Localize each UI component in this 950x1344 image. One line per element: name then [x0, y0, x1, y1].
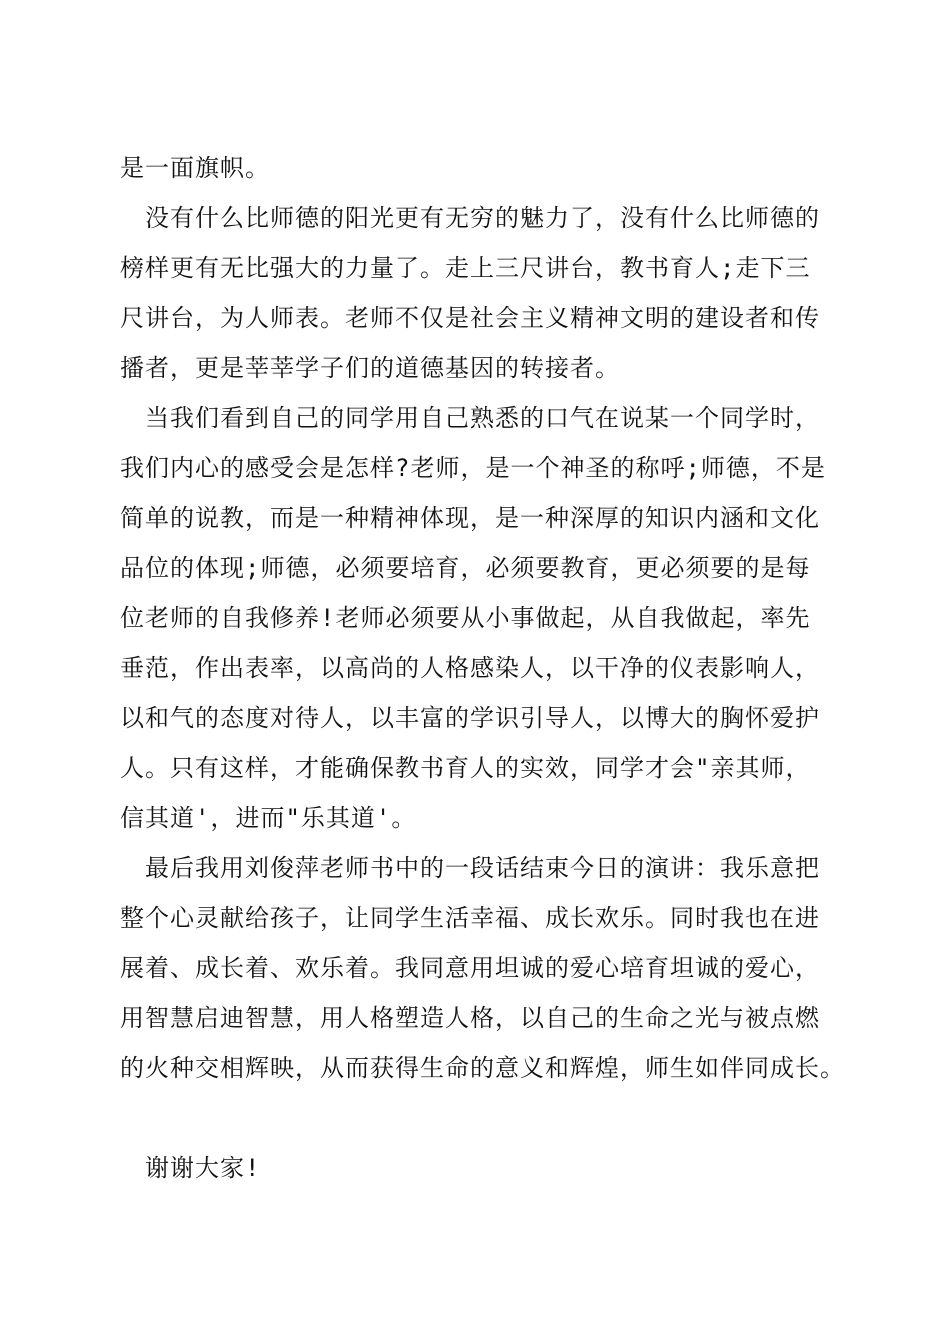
text-line: 当我们看到自己的同学用自己熟悉的口气在说某一个同学时，	[120, 404, 820, 432]
text-line: 播者，更是莘莘学子们的道德基因的转接者。	[120, 354, 620, 382]
text-line: 人。只有这样，才能确保教书育人的实效，同学才会"亲其师，	[120, 754, 811, 782]
closing-line: 谢谢大家!	[120, 1154, 261, 1182]
text-line: 我们内心的感受会是怎样?老师，是一个神圣的称呼;师德，不是	[120, 454, 826, 482]
text-line: 整个心灵献给孩子，让同学生活幸福、成长欢乐。同时我也在进	[120, 904, 820, 932]
text-line: 位老师的自我修养!老师必须要从小事做起，从自我做起，率先	[120, 604, 811, 632]
text-line: 以和气的态度对待人，以丰富的学识引导人，以博大的胸怀爱护	[120, 704, 820, 732]
text-line: 榜样更有无比强大的力量了。走上三尺讲台，教书育人;走下三	[120, 254, 811, 282]
text-line: 尺讲台，为人师表。老师不仅是社会主义精神文明的建设者和传	[120, 304, 820, 332]
text-line: 品位的体现;师德，必须要培育，必须要教育，更必须要的是每	[120, 554, 811, 582]
text-line: 信其道'，进而"乐其道'。	[120, 804, 417, 832]
text-line: 的火种交相辉映，从而获得生命的意义和辉煌，师生如伴同成长。	[120, 1054, 845, 1082]
text-line: 是一面旗帜。	[120, 154, 270, 182]
text-line: 最后我用刘俊萍老师书中的一段话结束今日的演讲：我乐意把	[120, 854, 820, 882]
text-line: 没有什么比师德的阳光更有无穷的魅力了，没有什么比师德的	[120, 204, 820, 232]
text-line: 展着、成长着、欢乐着。我同意用坦诚的爱心培育坦诚的爱心，	[120, 954, 820, 982]
text-line: 用智慧启迪智慧，用人格塑造人格，以自己的生命之光与被点燃	[120, 1004, 820, 1032]
text-line: 简单的说教，而是一种精神体现，是一种深厚的知识内涵和文化	[120, 504, 820, 532]
text-line: 垂范，作出表率，以高尚的人格感染人，以干净的仪表影响人，	[120, 654, 820, 682]
